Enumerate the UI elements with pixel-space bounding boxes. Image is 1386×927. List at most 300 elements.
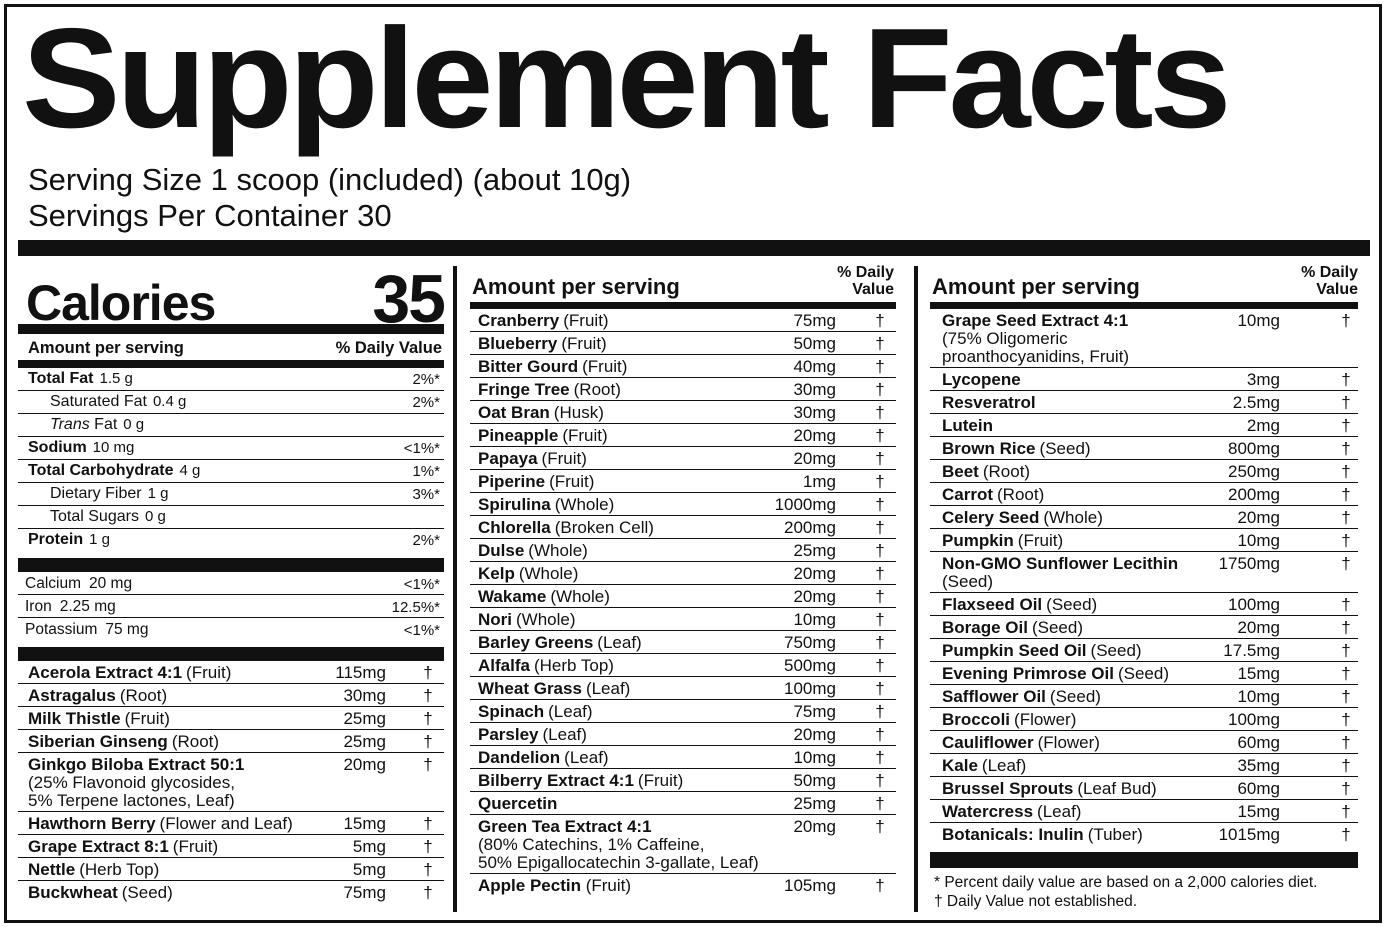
dagger-symbol: † — [875, 541, 885, 560]
calories-label: Calories — [26, 275, 216, 331]
ingredient-part: (Root) — [573, 380, 621, 399]
column-3-header-bar — [930, 302, 1358, 309]
ingredient-amount: 5mg — [352, 837, 386, 856]
ingredient-row — [930, 552, 1358, 593]
dagger-symbol: † — [875, 495, 885, 514]
nutrient-label — [50, 416, 117, 433]
ingredient-row — [930, 708, 1358, 731]
ingredient-row — [930, 685, 1358, 708]
ingredient-part: (Leaf Bud) — [1077, 779, 1157, 798]
ingredient-label: Carrot — [942, 485, 994, 504]
mineral-label: Potassium — [25, 621, 98, 638]
ingredient-amount: 30mg — [343, 686, 386, 705]
dagger-symbol: † — [1341, 485, 1351, 504]
ingredient-name — [942, 619, 1083, 637]
ingredient-name — [28, 838, 218, 856]
ingredient-amount: 30mg — [793, 403, 836, 422]
nutrient-name — [28, 440, 134, 457]
nutrient-daily-value: 2%* — [412, 394, 440, 411]
ingredient-part: (Herb Top) — [533, 656, 614, 675]
mineral-label: Calcium — [25, 575, 81, 592]
minerals-bottom-bar — [18, 647, 444, 661]
ingredient-name — [942, 555, 1178, 591]
calories-value: 35 — [372, 261, 444, 337]
dagger-symbol: † — [875, 311, 885, 330]
ingredient-name — [478, 818, 759, 872]
mineral-name — [25, 599, 116, 615]
dagger-symbol: † — [875, 587, 885, 606]
ingredient-amount: 15mg — [1237, 802, 1280, 821]
ingredient-label: Broccoli — [942, 710, 1011, 729]
ingredient-part: (Whole) — [518, 564, 579, 583]
ingredient-row — [930, 368, 1358, 391]
dagger-symbol: † — [1341, 311, 1351, 330]
nutrient-amount: 0 g — [144, 508, 166, 525]
ingredient-label: Ginkgo Biloba Extract 50:1 — [28, 755, 245, 774]
ingredient-amount: 50mg — [793, 334, 836, 353]
ingredient-row — [18, 753, 444, 812]
dagger-symbol: † — [875, 794, 885, 813]
ingredient-amount: 1000mg — [774, 495, 836, 514]
ingredient-amount: 75mg — [343, 883, 386, 902]
ingredient-name — [942, 757, 1026, 775]
ingredient-row — [930, 639, 1358, 662]
column-2-header-bar — [470, 302, 896, 309]
column-3 — [930, 262, 1358, 912]
ingredient-name — [942, 734, 1100, 752]
ingredient-amount: 17.5mg — [1223, 641, 1280, 660]
nutrient-amount: 1.5 g — [99, 370, 133, 387]
dagger-symbol: † — [1341, 710, 1351, 729]
ingredient-row — [18, 661, 444, 684]
nutrient-name — [50, 509, 166, 526]
ingredient-part: (Root) — [119, 686, 168, 705]
ingredient-amount: 60mg — [1237, 733, 1280, 752]
ingredient-amount: 25mg — [343, 709, 386, 728]
ingredient-label: Wakame — [478, 587, 547, 606]
ingredient-amount: 75mg — [793, 702, 836, 721]
ingredient-label: Beet — [942, 462, 979, 481]
ingredient-row — [470, 401, 896, 424]
ingredient-name — [942, 312, 1129, 366]
ingredient-label: Brown Rice — [942, 439, 1036, 458]
ingredient-row — [470, 562, 896, 585]
ingredient-name — [28, 664, 231, 682]
calories-row — [18, 261, 444, 337]
dagger-symbol: † — [875, 334, 885, 353]
nutrient-label-rest: Fat — [89, 416, 118, 433]
serving-size: Serving Size 1 scoop (included) (about 10g) — [28, 162, 632, 197]
ingredient-name — [478, 450, 587, 468]
dagger-symbol: † — [1341, 618, 1351, 637]
column-divider-1 — [453, 266, 457, 912]
ingredient-name — [28, 861, 159, 879]
ingredient-part: (Leaf) — [1037, 802, 1082, 821]
ingredient-name — [478, 358, 627, 376]
nutrition-row — [18, 414, 444, 437]
ingredient-amount: 750mg — [784, 633, 836, 652]
ingredient-amount: 100mg — [1228, 595, 1280, 614]
nutrition-bottom-bar — [18, 558, 444, 572]
nutrient-name — [50, 394, 186, 411]
ingredient-name — [478, 565, 578, 583]
ingredient-part: (Whole) — [554, 495, 615, 514]
nutrition-row — [18, 460, 444, 483]
dagger-symbol: † — [1341, 687, 1351, 706]
dagger-symbol: † — [423, 814, 433, 833]
ingredient-amount: 800mg — [1228, 439, 1280, 458]
ingredient-part: (Flower) — [1037, 733, 1100, 752]
dagger-symbol: † — [875, 876, 885, 895]
ingredient-label: Pineapple — [478, 426, 559, 445]
nutrient-label: Total Sugars — [50, 508, 139, 525]
mineral-row — [18, 572, 444, 595]
ingredient-amount: 30mg — [793, 380, 836, 399]
mineral-daily-value: 12.5%* — [391, 599, 440, 616]
ingredient-part: (Whole) — [516, 610, 576, 629]
ingredient-part: (Fruit) — [563, 311, 609, 330]
dagger-symbol: † — [423, 883, 433, 902]
ingredient-row — [470, 631, 896, 654]
amount-per-serving-label: Amount per serving — [472, 274, 680, 299]
dagger-symbol: † — [875, 656, 885, 675]
ingredient-row — [930, 483, 1358, 506]
ingredient-amount: 50mg — [793, 771, 836, 790]
dagger-symbol: † — [1341, 756, 1351, 775]
column-1 — [18, 262, 444, 904]
ingredient-row — [470, 746, 896, 769]
minerals-list — [18, 572, 444, 641]
ingredient-row — [470, 493, 896, 516]
ingredient-label: Buckwheat — [28, 883, 118, 902]
nutrient-amount: 1 g — [89, 531, 110, 548]
ingredient-label: Acerola Extract 4:1 — [28, 663, 183, 682]
ingredient-row — [930, 460, 1358, 483]
ingredient-amount: 10mg — [1237, 311, 1280, 330]
ingredient-row — [930, 414, 1358, 437]
ingredient-label: Oat Bran — [478, 403, 550, 422]
ingredient-detail: (Seed) — [942, 571, 994, 591]
ingredient-row — [930, 731, 1358, 754]
ingredient-part: (Leaf) — [548, 702, 593, 721]
dagger-symbol: † — [1341, 370, 1351, 389]
ingredient-amount: 25mg — [793, 794, 836, 813]
nutrition-row — [18, 506, 444, 529]
column-3-bottom-bar — [930, 852, 1358, 868]
ingredient-part: (Fruit) — [124, 709, 170, 728]
nutrient-amount: 0 g — [123, 416, 145, 433]
ingredient-name — [478, 726, 587, 744]
dagger-symbol: † — [875, 725, 885, 744]
ingredient-part: (Root) — [171, 732, 220, 751]
dagger-symbol: † — [1341, 733, 1351, 752]
ingredient-label: Nettle — [28, 860, 76, 879]
ingredient-part: (Fruit) — [541, 449, 587, 468]
ingredient-label: Borage Oil — [942, 618, 1028, 637]
ingredient-name — [28, 733, 219, 751]
ingredient-name — [28, 687, 167, 705]
ingredient-label: Bilberry Extract 4:1 — [478, 771, 634, 790]
column-3-header — [930, 262, 1358, 302]
ingredient-label: Apple Pectin — [478, 876, 581, 895]
ingredient-row — [930, 593, 1358, 616]
ingredient-label: Kale — [942, 756, 978, 775]
nutrient-label: Dietary Fiber — [50, 485, 142, 502]
servings-per-container: Servings Per Container 30 — [28, 198, 392, 233]
ingredient-amount: 10mg — [793, 748, 836, 767]
dagger-symbol: † — [1341, 554, 1351, 573]
ingredient-row — [470, 700, 896, 723]
ingredient-name — [28, 756, 244, 810]
nutrient-daily-value: 3%* — [412, 486, 440, 503]
nutrient-amount: 4 g — [179, 462, 201, 479]
ingredient-row — [470, 769, 896, 792]
ingredient-part: (Leaf) — [542, 725, 587, 744]
ingredient-row — [18, 881, 444, 904]
nutrient-label-italic: Trans — [50, 416, 90, 433]
ingredient-name — [478, 680, 630, 698]
ingredient-row — [930, 662, 1358, 685]
ingredient-part: (Flower) — [1014, 710, 1077, 729]
ingredient-part: (Seed) — [1031, 618, 1083, 637]
ingredient-row — [930, 391, 1358, 414]
ingredient-amount: 40mg — [793, 357, 836, 376]
ingredient-name — [478, 496, 614, 514]
dagger-symbol: † — [423, 755, 433, 774]
page-title: Supplement Facts — [22, 0, 1228, 158]
ingredient-label: Cauliflower — [942, 733, 1034, 752]
ingredient-amount: 15mg — [343, 814, 386, 833]
ingredient-amount: 20mg — [1237, 618, 1280, 637]
dagger-symbol: † — [1341, 416, 1351, 435]
ingredient-row — [470, 332, 896, 355]
ingredient-label: Nori — [478, 610, 512, 629]
ingredient-row — [930, 777, 1358, 800]
ingredient-row — [470, 585, 896, 608]
ingredient-name — [478, 611, 576, 629]
dagger-symbol: † — [875, 518, 885, 537]
ingredient-part: (Fruit) — [172, 837, 219, 856]
ingredient-row — [470, 516, 896, 539]
ingredient-label: Siberian Ginseng — [28, 732, 168, 751]
column-2-header — [470, 262, 896, 302]
dagger-symbol: † — [423, 686, 433, 705]
ingredient-name — [942, 596, 1097, 614]
nutrient-daily-value: 2%* — [412, 371, 440, 388]
ingredient-name — [478, 588, 610, 606]
ingredient-row — [18, 858, 444, 881]
ingredient-part: (Fruit) — [1017, 531, 1064, 550]
ingredient-label: Wheat Grass — [478, 679, 582, 698]
nutrient-label: Total Fat — [28, 370, 94, 387]
mineral-daily-value: <1%* — [403, 622, 440, 639]
ingredient-name — [28, 710, 170, 728]
ingredient-row — [470, 723, 896, 746]
ingredient-part: (Seed) — [1090, 641, 1142, 660]
dagger-symbol: † — [1341, 531, 1351, 550]
ingredient-label: Piperine — [478, 472, 546, 491]
ingredient-part: (Leaf) — [585, 679, 631, 698]
ingredient-row — [18, 707, 444, 730]
ingredient-row — [18, 835, 444, 858]
ingredient-label: Dulse — [478, 541, 525, 560]
dagger-symbol: † — [875, 403, 885, 422]
dagger-symbol: † — [875, 610, 885, 629]
mineral-amount: 2.25 mg — [59, 598, 116, 615]
ingredient-amount: 500mg — [784, 656, 836, 675]
ingredient-label: Bitter Gourd — [478, 357, 579, 376]
dagger-symbol: † — [1341, 802, 1351, 821]
mineral-amount: 20 mg — [88, 575, 133, 592]
ingredient-label: Milk Thistle — [28, 709, 121, 728]
nutrition-row — [18, 391, 444, 414]
dagger-symbol: † — [875, 472, 885, 491]
daily-value-label: % Daily Value — [335, 339, 442, 357]
ingredient-name — [942, 803, 1081, 821]
ingredient-row — [930, 437, 1358, 460]
dagger-symbol: † — [875, 357, 885, 376]
dagger-symbol: † — [423, 837, 433, 856]
column-3-ingredients — [930, 309, 1358, 846]
ingredient-amount: 105mg — [784, 876, 836, 895]
ingredient-label: Lycopene — [942, 370, 1021, 389]
ingredient-name — [478, 877, 631, 895]
ingredient-part: (Fruit) — [582, 357, 628, 376]
ingredient-row — [470, 815, 896, 874]
ingredient-part: (Root) — [997, 485, 1045, 504]
dagger-symbol: † — [875, 380, 885, 399]
daily-value-label: % Daily Value — [1301, 264, 1358, 298]
ingredient-label: Kelp — [478, 564, 515, 583]
nutrient-label: Sodium — [28, 439, 87, 456]
ingredient-name — [942, 642, 1142, 660]
column-2 — [470, 262, 896, 897]
ingredient-amount: 100mg — [784, 679, 836, 698]
nutrient-daily-value: 1%* — [412, 463, 440, 480]
dagger-symbol: † — [1341, 439, 1351, 458]
ingredient-name — [478, 312, 609, 330]
ingredient-row — [470, 608, 896, 631]
dagger-symbol: † — [1341, 508, 1351, 527]
ingredient-label: Hawthorn Berry — [28, 814, 156, 833]
ingredient-name — [478, 519, 654, 537]
ingredient-detail: (80% Catechins, 1% Caffeine, — [478, 834, 705, 854]
ingredient-part: (Whole) — [528, 541, 588, 560]
ingredient-name — [478, 749, 609, 767]
ingredient-amount: 5mg — [352, 860, 386, 879]
ingredient-row — [18, 730, 444, 753]
ingredient-row — [930, 309, 1358, 368]
ingredient-amount: 25mg — [343, 732, 386, 751]
ingredient-label: Resveratrol — [942, 393, 1036, 412]
footnote-percent: * Percent daily value are based on a 2,000 calories diet. — [934, 874, 1318, 891]
nutrition-list — [18, 368, 444, 552]
ingredient-amount: 20mg — [1237, 508, 1280, 527]
ingredient-part: (Husk) — [553, 403, 604, 422]
ingredient-row — [470, 874, 896, 897]
nutrient-name — [28, 371, 133, 388]
footnote-dagger: † Daily Value not established. — [934, 893, 1138, 911]
ingredient-part: (Leaf) — [981, 756, 1027, 775]
ingredient-label: Grape Extract 8:1 — [28, 837, 169, 856]
ingredient-name — [942, 826, 1143, 844]
ingredient-part: (Herb Top) — [79, 860, 160, 879]
ingredient-amount: 10mg — [793, 610, 836, 629]
ingredient-name — [478, 703, 593, 721]
ingredient-amount: 20mg — [793, 817, 836, 836]
ingredient-label: Chlorella — [478, 518, 551, 537]
ingredient-amount: 20mg — [793, 426, 836, 445]
ingredient-amount: 200mg — [1228, 485, 1280, 504]
ingredient-amount: 115mg — [335, 663, 386, 682]
ingredient-amount: 15mg — [1237, 664, 1280, 683]
ingredient-row — [470, 539, 896, 562]
nutrient-name — [28, 463, 200, 480]
dagger-symbol: † — [1341, 641, 1351, 660]
ingredient-row — [930, 529, 1358, 552]
ingredient-name — [942, 688, 1101, 706]
ingredient-amount: 1015mg — [1218, 825, 1280, 844]
ingredient-amount: 75mg — [793, 311, 836, 330]
mineral-name — [25, 576, 132, 592]
ingredient-part: (Flower and Leaf) — [159, 814, 293, 833]
ingredient-label: Safflower Oil — [942, 687, 1046, 706]
ingredient-amount: 20mg — [343, 755, 386, 774]
ingredient-row — [470, 378, 896, 401]
ingredient-part: (Whole) — [1043, 508, 1103, 527]
ingredient-part: (Whole) — [550, 587, 610, 606]
dagger-symbol: † — [423, 860, 433, 879]
ingredient-name — [478, 795, 557, 813]
ingredient-label: Papaya — [478, 449, 538, 468]
ingredient-amount: 3mg — [1246, 370, 1280, 389]
ingredient-name — [478, 381, 621, 399]
ingredient-label: Blueberry — [478, 334, 558, 353]
ingredient-part: (Fruit) — [561, 334, 607, 353]
mineral-name — [25, 622, 148, 638]
ingredient-name — [942, 532, 1063, 550]
ingredient-row — [470, 424, 896, 447]
ingredient-name — [942, 711, 1076, 729]
ingredient-label: Lutein — [942, 416, 993, 435]
ingredient-row — [930, 754, 1358, 777]
dagger-symbol: † — [875, 633, 885, 652]
ingredient-amount: 2.5mg — [1232, 393, 1280, 412]
nutrient-daily-value: <1%* — [403, 440, 440, 457]
ingredient-part: (Fruit) — [186, 663, 232, 682]
nutrition-row — [18, 483, 444, 506]
ingredient-row — [470, 447, 896, 470]
ingredient-amount: 1mg — [802, 472, 836, 491]
ingredient-row — [930, 506, 1358, 529]
ingredient-name — [478, 473, 594, 491]
ingredient-name — [942, 665, 1169, 683]
ingredient-label: Alfalfa — [478, 656, 530, 675]
daily-value-label: % Daily Value — [837, 264, 894, 298]
dagger-symbol: † — [1341, 462, 1351, 481]
dagger-symbol: † — [875, 449, 885, 468]
ingredient-amount: 10mg — [1237, 531, 1280, 550]
ingredient-row — [470, 677, 896, 700]
ingredient-amount: 20mg — [793, 564, 836, 583]
ingredient-amount: 20mg — [793, 725, 836, 744]
column-1-ingredients — [18, 661, 444, 904]
ingredient-part: (Seed) — [121, 883, 173, 902]
dagger-symbol: † — [875, 426, 885, 445]
ingredient-label: Celery Seed — [942, 508, 1040, 527]
dagger-symbol: † — [875, 817, 885, 836]
ingredient-label: Watercress — [942, 802, 1034, 821]
